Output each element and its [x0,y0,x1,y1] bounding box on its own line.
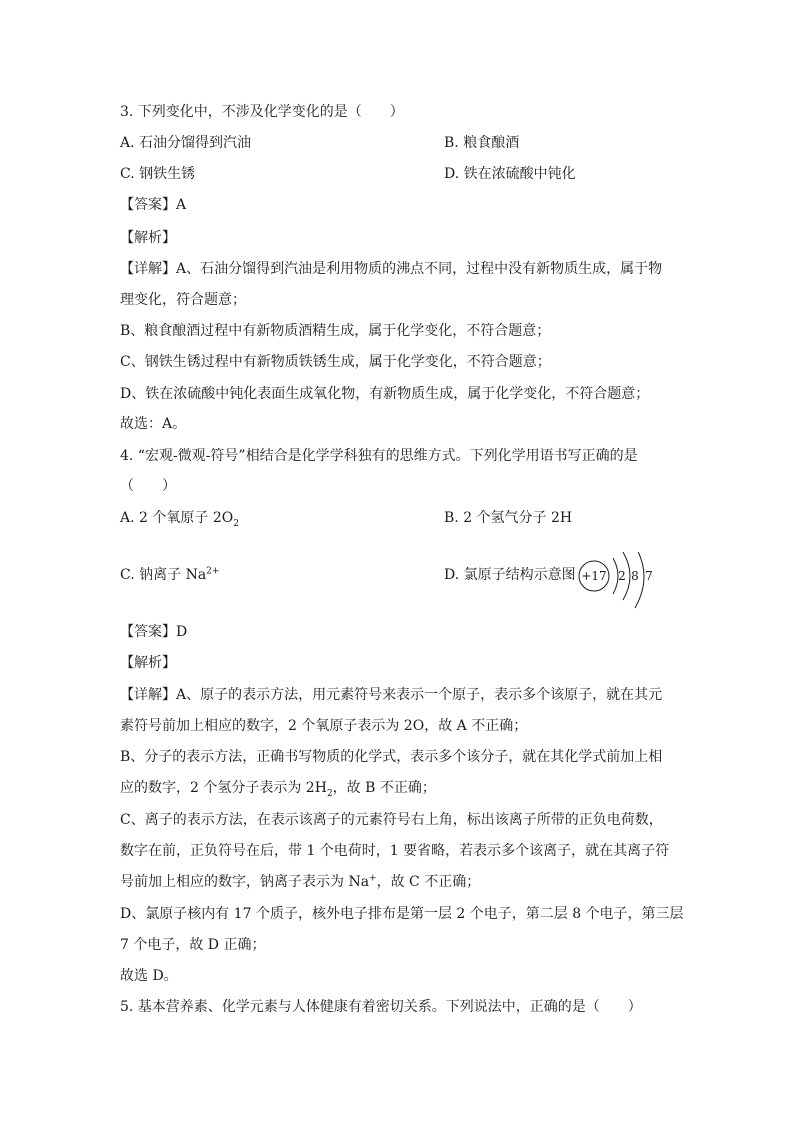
q4-option-c [120,565,219,585]
q5-stem: 5. 基本营养素、化学元素与人体健康有着密切关系。下列说法中，正确的是（ ） [120,999,642,1015]
shell-electron-count: 7 [645,569,653,583]
q4-detail-line [120,872,480,892]
q3-analysis-heading: 【解析】 [120,230,176,246]
q4-option-d: D. 氯原子结构示意图 [444,567,576,583]
q4-option-c-text: C. 钠离子 Na [120,567,207,583]
q4-detail-text: ，故 B 不正确； [332,780,436,796]
q4-option-a-text: A. 2 个氧原子 2O [120,510,234,526]
q3-detail-line: 故选：A。 [120,416,187,432]
q4-detail-subscript: 2 [326,788,333,799]
q4-option-a-subscript: 2 [233,518,239,529]
nucleus-charge: +17 [581,569,607,583]
q4-detail-line: B、分子的表示方法，正确书写物质的化学式，表示多个该分子，就在其化学式前加上相 [120,749,663,765]
q3-option-c: C. 钢铁生锈 [120,166,196,182]
q4-detail-text: 号前加上相应的数字，钠离子表示为 Na [120,874,370,890]
q4-detail-line: 7 个电子，故 D 正确； [120,937,266,953]
q4-detail-line [120,778,436,798]
q3-detail-line: B、粮食酿酒过程中有新物质酒精生成，属于化学变化，不符合题意； [120,323,551,339]
shell-electron-count: 2 [618,569,626,583]
q4-detail-line: 【详解】A、原子的表示方法，用元素符号来表示一个原子，表示多个该原子，就在其元 [120,687,663,703]
q3-detail-line: D、铁在浓硫酸中钝化表面生成氧化物，有新物质生成，属于化学变化，不符合题意； [120,386,650,402]
q4-detail-line: 素符号前加上相应的数字，2 个氧原子表示为 2O，故 A 不正确； [120,718,528,734]
q4-detail-line: 数字在前，正负符号在后，带 1 个电荷时，1 要省略，若表示多个该离子，就在其离子符 [120,843,670,859]
q4-answer: 【答案】D [120,624,188,640]
q3-option-b: B. 粮食酿酒 [444,135,520,151]
q4-stem-blank: （ ） [120,478,176,494]
q3-option-d: D. 铁在浓硫酸中钝化 [444,166,576,182]
q3-detail-line: 【详解】A、石油分馏得到汽油是利用物质的沸点不同，过程中没有新物质生成，属于物 [120,261,663,277]
q3-stem: 3. 下列变化中，不涉及化学变化的是（ ） [120,104,404,120]
q4-stem: 4. “宏观-微观-符号”相结合是化学学科独有的思维方式。下列化学用语书写正确的是 [120,448,638,464]
q4-detail-line: C、离子的表示方法，在表示该离子的元素符号右上角，标出该离子所带的正负电荷数， [120,812,663,828]
q4-option-c-superscript: 2+ [206,566,220,577]
q4-option-a [120,508,239,528]
atom-diagram-svg [577,552,657,612]
q3-answer: 【答案】A [120,197,187,213]
q3-detail-line: 理变化，符合题意； [120,292,246,308]
q4-detail-text: 应的数字，2 个氢分子表示为 2H [120,780,327,796]
shell-electron-count: 8 [631,569,639,583]
chlorine-atom-structure-diagram [577,552,657,612]
q4-detail-superscript: + [369,873,377,884]
q3-option-a: A. 石油分馏得到汽油 [120,135,252,151]
q4-analysis-heading: 【解析】 [120,655,176,671]
q4-detail-text: ，故 C 不正确； [376,874,481,890]
q4-detail-line: 故选 D。 [120,968,178,984]
q4-option-b: B. 2 个氢气分子 2H [444,510,573,526]
q3-detail-line: C、钢铁生锈过程中有新物质铁锈生成，属于化学变化，不符合题意； [120,354,551,370]
q4-detail-line: D、氯原子核内有 17 个质子，核外电子排布是第一层 2 个电子，第二层 8 个电子，第三层 [120,906,684,922]
